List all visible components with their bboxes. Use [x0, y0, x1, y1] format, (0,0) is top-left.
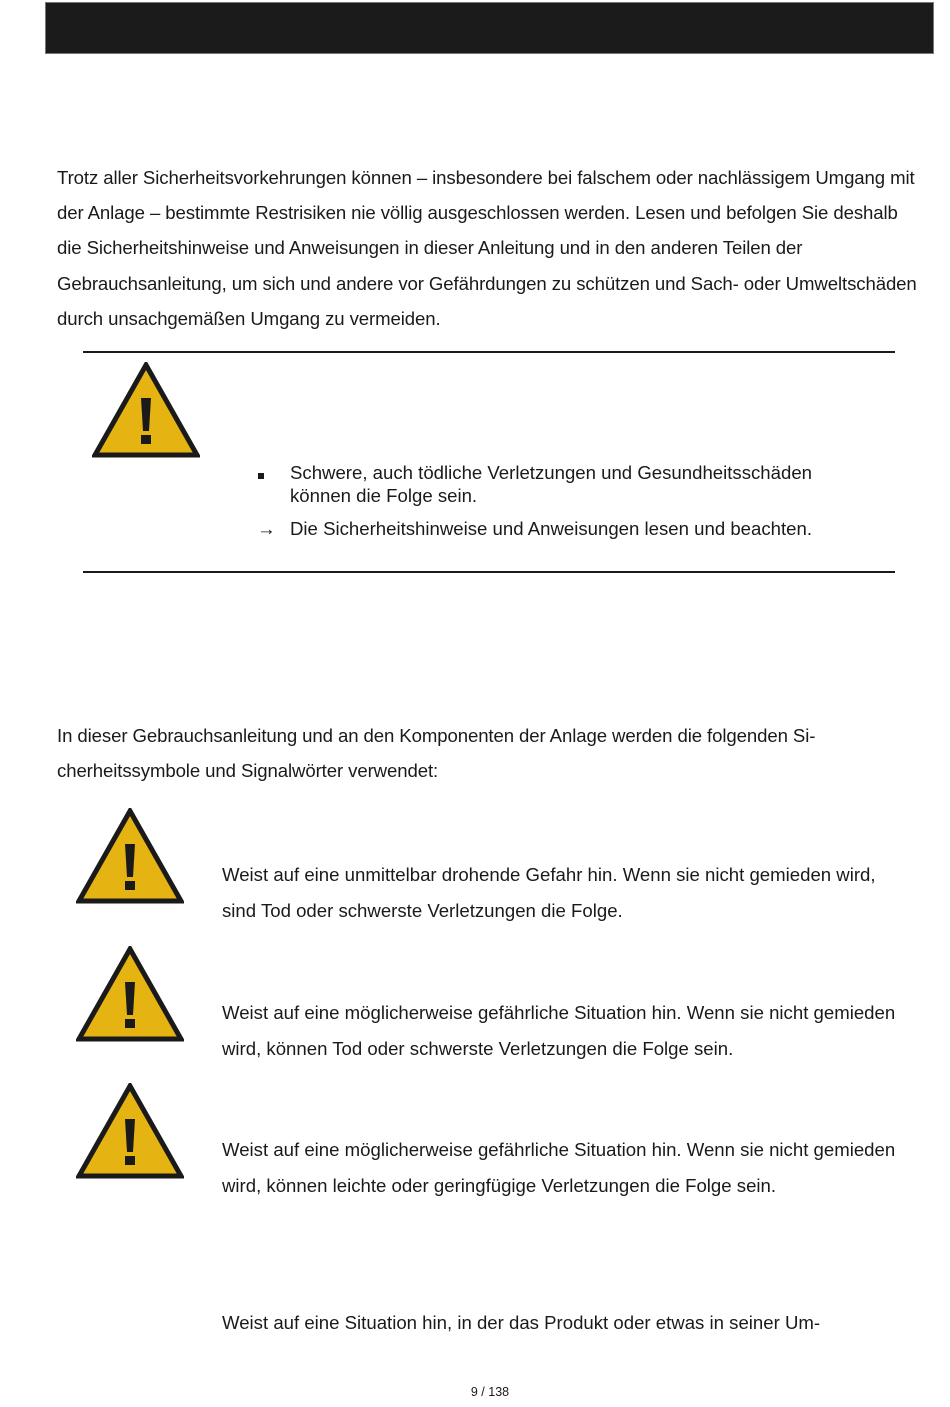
warning-list: [257, 461, 817, 550]
warning-box-bottom-rule: [83, 571, 895, 573]
list-item: [257, 461, 817, 507]
symbol-description: Weist auf eine möglicherweise gefährliche Situation hin. Wenn sie nicht gemieden wird, können leichte oder geringfügige Verletzungen die Folge sein.: [222, 1139, 896, 1196]
symbol-description: Weist auf eine möglicherweise gefährliche Situation hin. Wenn sie nicht gemieden wird, können Tod oder schwerste Verletzungen die Folge sein.: [222, 1002, 896, 1059]
warning-triangle-icon: [76, 808, 184, 904]
symbol-description: Weist auf eine unmittelbar drohende Gefahr hin. Wenn sie nicht gemieden wird, sind Tod oder schwerste Verletzungen die Folge.: [222, 864, 876, 921]
header-bar: [45, 2, 934, 54]
page-number: 9 / 138: [470, 1385, 510, 1399]
warning-triangle-icon: [76, 1083, 184, 1179]
warning-triangle-icon: [92, 362, 200, 458]
symbols-intro-paragraph: In dieser Gebrauchsanleitung und an den Komponenten der Anlage werden die folgenden Si-cherheitssymbole und Signalwörter verwendet:: [57, 725, 816, 782]
list-item-text: Die Sicherheitshinweise und Anweisungen lesen und beachten.: [290, 518, 813, 539]
intro-paragraph: Trotz aller Sicherheitsvorkehrungen können – insbesondere bei falschem oder nachlässigem Umgang mit der Anlage – bestimmte Restrisiken nie völlig ausgeschlossen werden. Lesen und befolgen Sie deshalb die Sicherheitshinweise und Anweisungen in dieser Anleitung und in den anderen Teilen der Gebrauchsanleitung, um sich und andere vor Gefährdungen zu schützen und Sach- oder Umweltschäden durch unsachgemäßen Umgang zu vermeiden.: [57, 167, 917, 329]
list-item: [257, 517, 817, 540]
symbol-description: Weist auf eine Situation hin, in der das Produkt oder etwas in seiner Um-: [222, 1312, 821, 1333]
warning-box-top-rule: [83, 351, 895, 353]
warning-triangle-icon: [76, 946, 184, 1042]
list-item-text: Schwere, auch tödliche Verletzungen und Gesundheitsschäden können die Folge sein.: [290, 462, 813, 506]
square-bullet-icon: [257, 461, 273, 484]
arrow-right-icon: →: [257, 518, 276, 539]
